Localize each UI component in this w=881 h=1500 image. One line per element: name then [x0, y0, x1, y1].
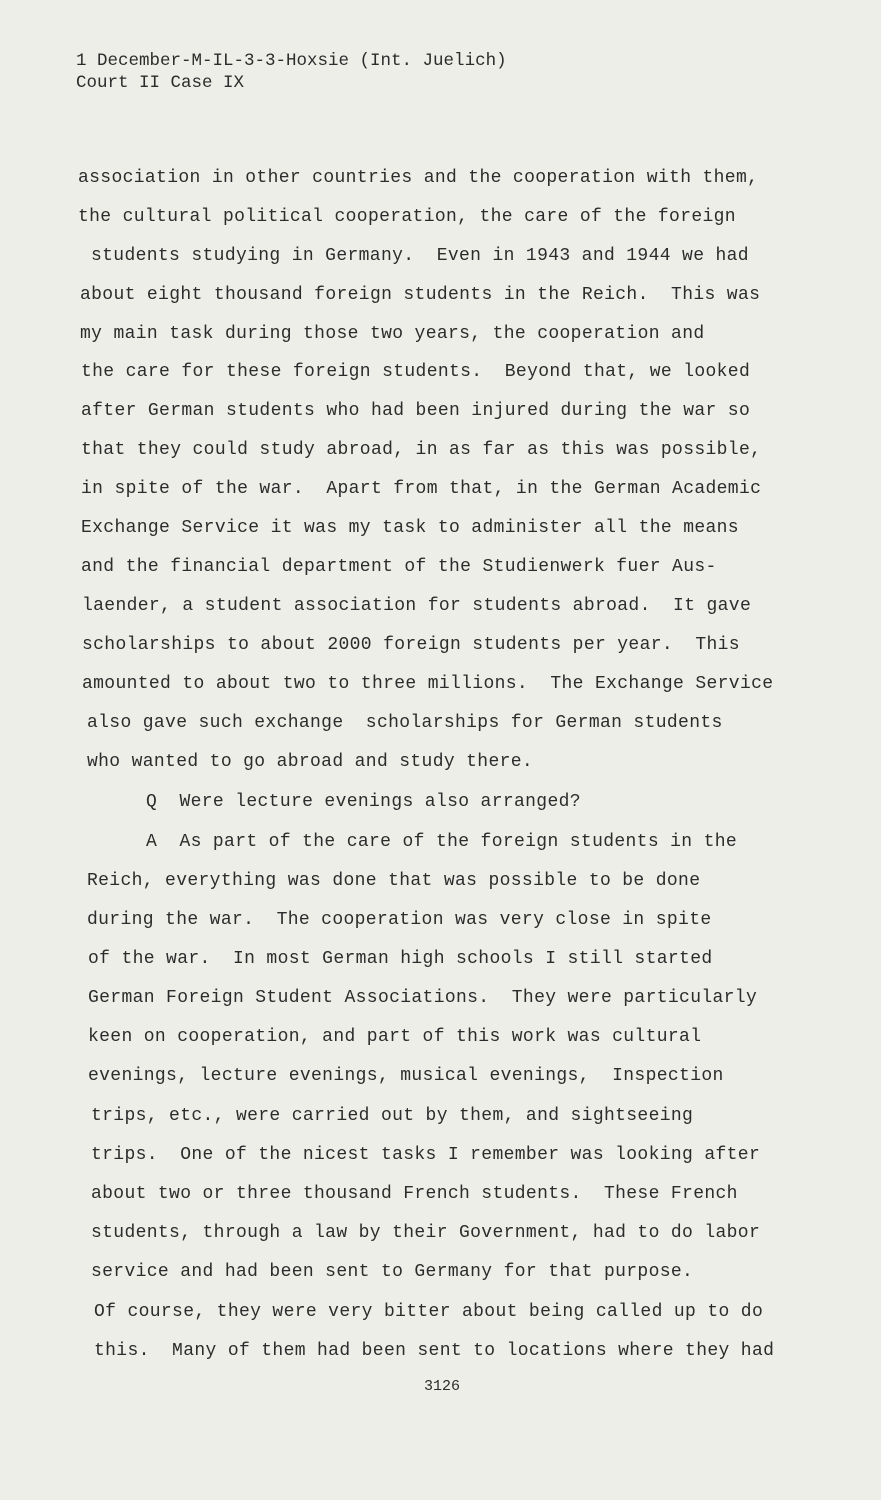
- text-line: about two or three thousand French students. These French: [91, 1184, 738, 1204]
- text-line: also gave such exchange scholarships for German students: [87, 713, 723, 733]
- text-line: scholarships to about 2000 foreign students per year. This: [82, 635, 740, 655]
- text-line: the cultural political cooperation, the care of the foreign: [78, 207, 736, 227]
- text-line: my main task during those two years, the cooperation and: [80, 324, 705, 344]
- text-line: Of course, they were very bitter about being called up to do: [94, 1302, 764, 1322]
- text-line: the care for these foreign students. Beyond that, we looked: [81, 362, 751, 382]
- text-line: students studying in Germany. Even in 1943 and 1944 we had: [91, 246, 749, 266]
- text-line: amounted to about two to three millions. The Exchange Service: [82, 674, 774, 694]
- header-line-2: Court II Case IX: [76, 73, 245, 93]
- header-line-1: 1 December-M-IL-3-3-Hoxsie (Int. Juelich): [76, 51, 507, 71]
- text-line: A As part of the care of the foreign students in the: [146, 832, 738, 852]
- text-line: and the financial department of the Studienwerk fuer Aus-: [81, 557, 717, 577]
- text-line: Reich, everything was done that was possible to be done: [87, 871, 701, 891]
- text-line: keen on cooperation, and part of this work was cultural: [88, 1027, 702, 1047]
- text-line: during the war. The cooperation was very close in spite: [87, 910, 712, 930]
- text-line: service and had been sent to Germany for that purpose.: [91, 1262, 694, 1282]
- text-line: association in other countries and the cooperation with them,: [78, 168, 759, 188]
- text-line: that they could study abroad, in as far as this was possible,: [81, 440, 762, 460]
- text-line: trips, etc., were carried out by them, and sightseeing: [91, 1106, 694, 1126]
- text-line: evenings, lecture evenings, musical evenings, Inspection: [88, 1066, 724, 1086]
- text-line: Q Were lecture evenings also arranged?: [146, 792, 581, 812]
- text-line: after German students who had been injured during the war so: [81, 401, 751, 421]
- text-line: Exchange Service it was my task to administer all the means: [81, 518, 739, 538]
- document-header: [76, 50, 507, 94]
- text-line: students, through a law by their Government, had to do labor: [91, 1223, 761, 1243]
- text-line: laender, a student association for students abroad. It gave: [82, 596, 752, 616]
- text-line: German Foreign Student Associations. They were particularly: [88, 988, 758, 1008]
- text-line: who wanted to go abroad and study there.: [87, 752, 534, 772]
- text-line: this. Many of them had been sent to locations where they had: [94, 1341, 775, 1361]
- text-line: trips. One of the nicest tasks I remember was looking after: [91, 1145, 761, 1165]
- text-line: in spite of the war. Apart from that, in the German Academic: [81, 479, 762, 499]
- text-line: of the war. In most German high schools I still started: [88, 949, 713, 969]
- text-line: about eight thousand foreign students in the Reich. This was: [80, 285, 761, 305]
- page-number: 3126: [424, 1378, 461, 1395]
